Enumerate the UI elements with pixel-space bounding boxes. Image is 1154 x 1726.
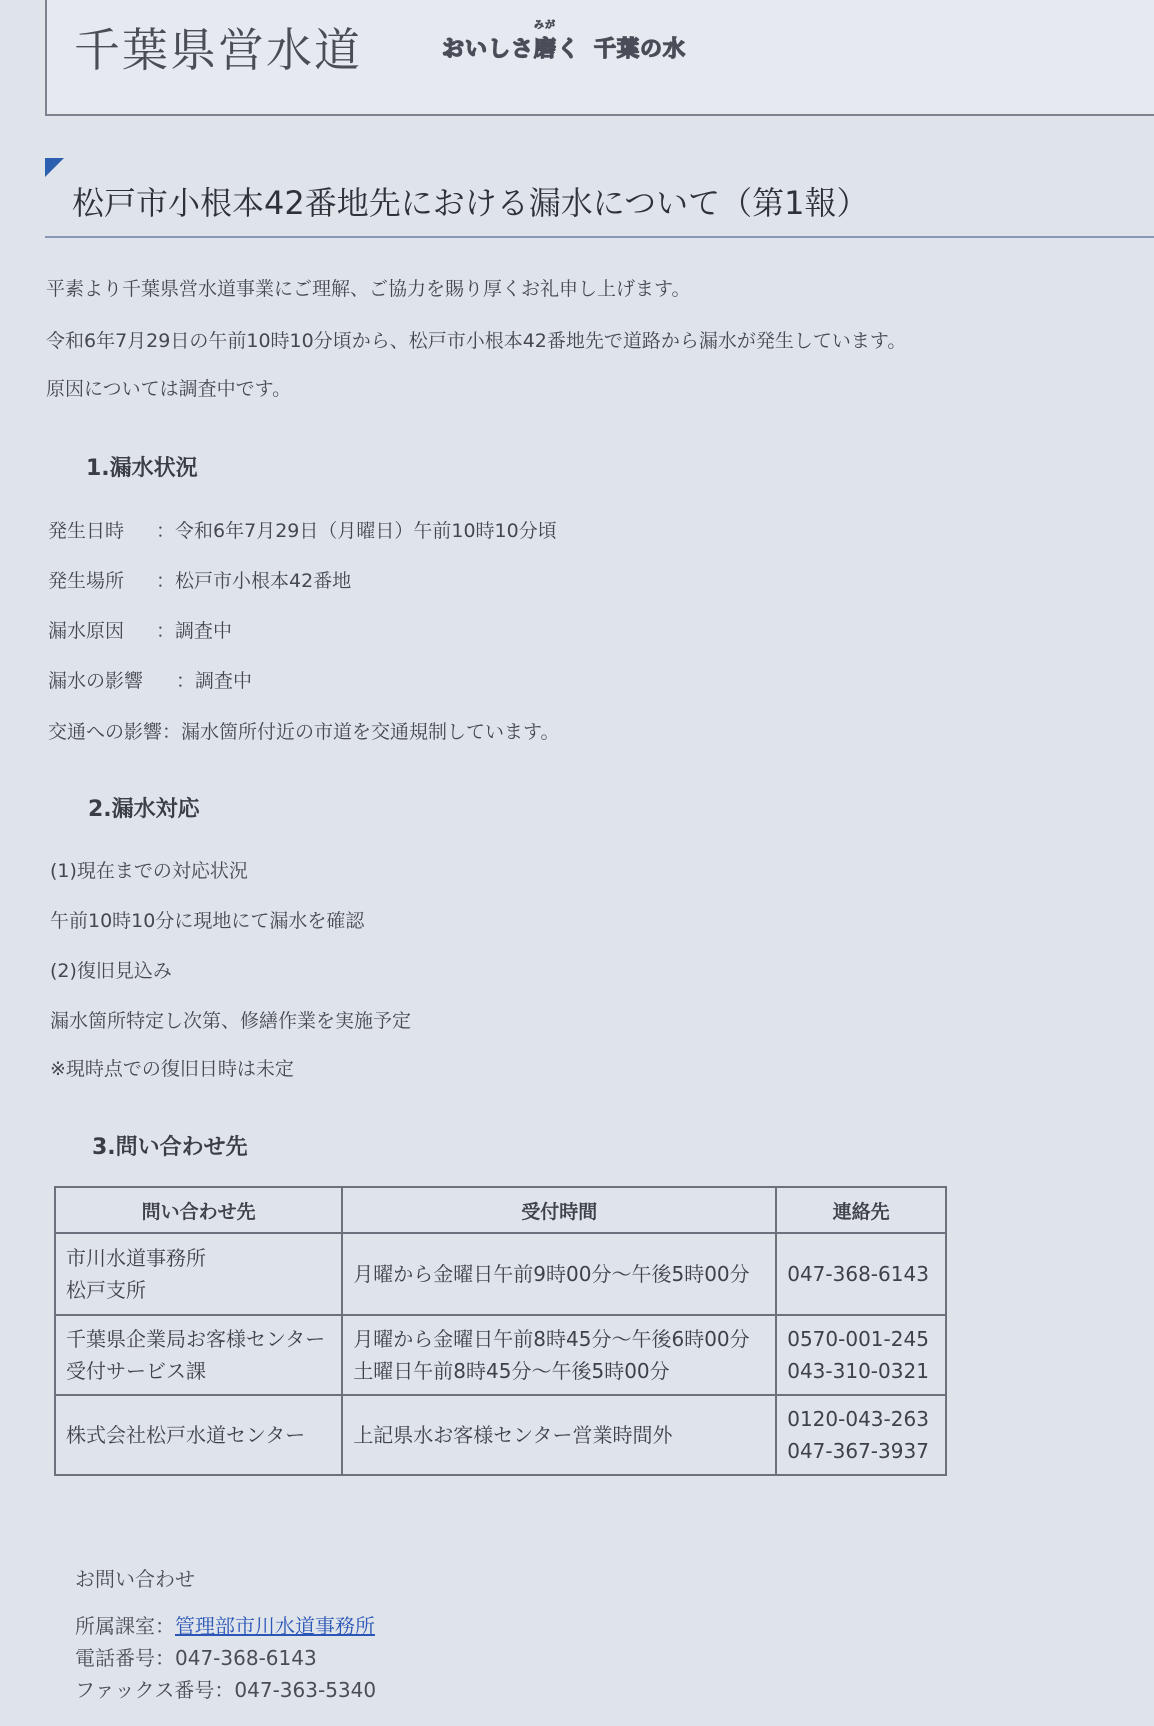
footer-fax-label: ファックス番号： bbox=[75, 1678, 235, 1702]
footer-fax bbox=[75, 1674, 376, 1703]
column-header-hours: 受付時間 bbox=[342, 1187, 776, 1233]
hours-cell bbox=[342, 1395, 776, 1475]
footer-phone bbox=[75, 1642, 317, 1671]
column-header-contact: 問い合わせ先 bbox=[55, 1187, 342, 1233]
detail-leak-impact bbox=[48, 666, 252, 693]
hours-text: 上記県水お客様センター営業時間外 bbox=[353, 1423, 673, 1447]
phone-number: 043-310-0321 bbox=[787, 1359, 929, 1383]
intro-line-2: 令和6年7月29日の午前10時10分頃から、松戸市小根本42番地先で道路から漏水が発生しています。 bbox=[46, 330, 907, 352]
detail-value: 調査中 bbox=[175, 620, 233, 642]
footer-phone-number: 047-368-6143 bbox=[175, 1646, 317, 1670]
phone-number: 0570-001-245 bbox=[787, 1327, 929, 1351]
intro-line-3: 原因については調査中です。 bbox=[46, 378, 292, 400]
phone-number: 0120-043-263 bbox=[787, 1407, 929, 1431]
tagline-part2: 千葉の水 bbox=[594, 37, 687, 62]
detail-traffic-impact bbox=[48, 717, 560, 744]
phone-cell bbox=[776, 1233, 946, 1315]
table-header-row bbox=[55, 1187, 946, 1233]
table-row bbox=[55, 1315, 946, 1395]
response-line: 漏水箇所特定し次第、修繕作業を実施予定 bbox=[50, 1010, 412, 1032]
detail-sep: ： bbox=[156, 620, 176, 642]
detail-value: 調査中 bbox=[195, 670, 253, 692]
phone-cell bbox=[776, 1395, 946, 1475]
contact-name: 受付サービス課 bbox=[66, 1359, 206, 1383]
detail-label: 交通への影響 bbox=[48, 721, 163, 743]
title-corner-icon bbox=[45, 158, 64, 177]
detail-sep: ： bbox=[162, 721, 182, 743]
contact-name: 株式会社松戸水道センター bbox=[66, 1423, 306, 1447]
phone-number: 047-367-3937 bbox=[787, 1439, 929, 1463]
detail-occurrence-time bbox=[48, 516, 557, 543]
detail-value: 松戸市小根本42番地 bbox=[175, 570, 352, 592]
footer-heading: お問い合わせ bbox=[75, 1567, 195, 1591]
section-2-heading: 2.漏水対応 bbox=[88, 797, 200, 822]
detail-label: 漏水の影響 bbox=[48, 670, 144, 692]
footer-fax-number: 047-363-5340 bbox=[234, 1678, 377, 1702]
detail-label: 漏水原因 bbox=[48, 620, 125, 642]
hours-text: 月曜から金曜日午前9時00分～午後5時00分 bbox=[353, 1262, 750, 1286]
intro-line-1: 平素より千葉県営水道事業にご理解、ご協力を賜り厚くお礼申し上げます。 bbox=[46, 278, 691, 300]
dept-link[interactable]: 管理部市川水道事務所 bbox=[175, 1614, 375, 1638]
site-tagline bbox=[442, 20, 687, 63]
detail-occurrence-place bbox=[48, 566, 351, 593]
phone-cell bbox=[776, 1315, 946, 1395]
contact-name: 松戸支所 bbox=[66, 1278, 146, 1302]
contact-name: 市川水道事務所 bbox=[66, 1246, 206, 1270]
phone-number: 047-368-6143 bbox=[787, 1262, 929, 1286]
footer-dept bbox=[75, 1610, 375, 1639]
site-logo-text[interactable]: 千葉県営水道 bbox=[74, 23, 362, 77]
table-row bbox=[55, 1233, 946, 1315]
hours-cell bbox=[342, 1315, 776, 1395]
table-row bbox=[55, 1395, 946, 1475]
page-title: 松戸市小根本42番地先における漏水について（第1報） bbox=[72, 184, 869, 222]
response-line: ※現時点での復旧日時は未定 bbox=[50, 1058, 294, 1080]
contact-table bbox=[54, 1186, 947, 1476]
detail-value: 令和6年7月29日（月曜日）午前10時10分頃 bbox=[175, 520, 557, 542]
contact-name: 千葉県企業局お客様センター bbox=[66, 1327, 326, 1351]
detail-sep: ： bbox=[176, 670, 196, 692]
contact-name-cell bbox=[55, 1233, 342, 1315]
detail-sep: ： bbox=[156, 520, 176, 542]
detail-leak-cause bbox=[48, 616, 232, 643]
contact-name-cell bbox=[55, 1395, 342, 1475]
detail-sep: ： bbox=[156, 570, 176, 592]
response-line: (1)現在までの対応状況 bbox=[50, 860, 248, 882]
detail-value: 漏水箇所付近の市道を交通規制しています。 bbox=[181, 721, 560, 743]
footer-phone-label: 電話番号： bbox=[75, 1646, 175, 1670]
contact-name-cell bbox=[55, 1315, 342, 1395]
section-3-heading: 3.問い合わせ先 bbox=[92, 1135, 248, 1160]
footer-dept-label: 所属課室： bbox=[75, 1614, 175, 1638]
detail-label: 発生日時 bbox=[48, 520, 125, 542]
tagline-part1: おいしさ磨く bbox=[442, 37, 581, 62]
tagline-ruby: みが bbox=[534, 20, 556, 31]
hours-text: 月曜から金曜日午前8時45分～午後6時00分 bbox=[353, 1327, 750, 1351]
title-divider bbox=[45, 236, 1154, 238]
hours-cell bbox=[342, 1233, 776, 1315]
hours-text: 土曜日午前8時45分～午後5時00分 bbox=[353, 1359, 670, 1383]
column-header-phone: 連絡先 bbox=[776, 1187, 946, 1233]
response-line: 午前10時10分に現地にて漏水を確認 bbox=[50, 910, 365, 932]
detail-label: 発生場所 bbox=[48, 570, 125, 592]
section-1-heading: 1.漏水状況 bbox=[86, 456, 198, 481]
response-line: (2)復旧見込み bbox=[50, 960, 172, 982]
